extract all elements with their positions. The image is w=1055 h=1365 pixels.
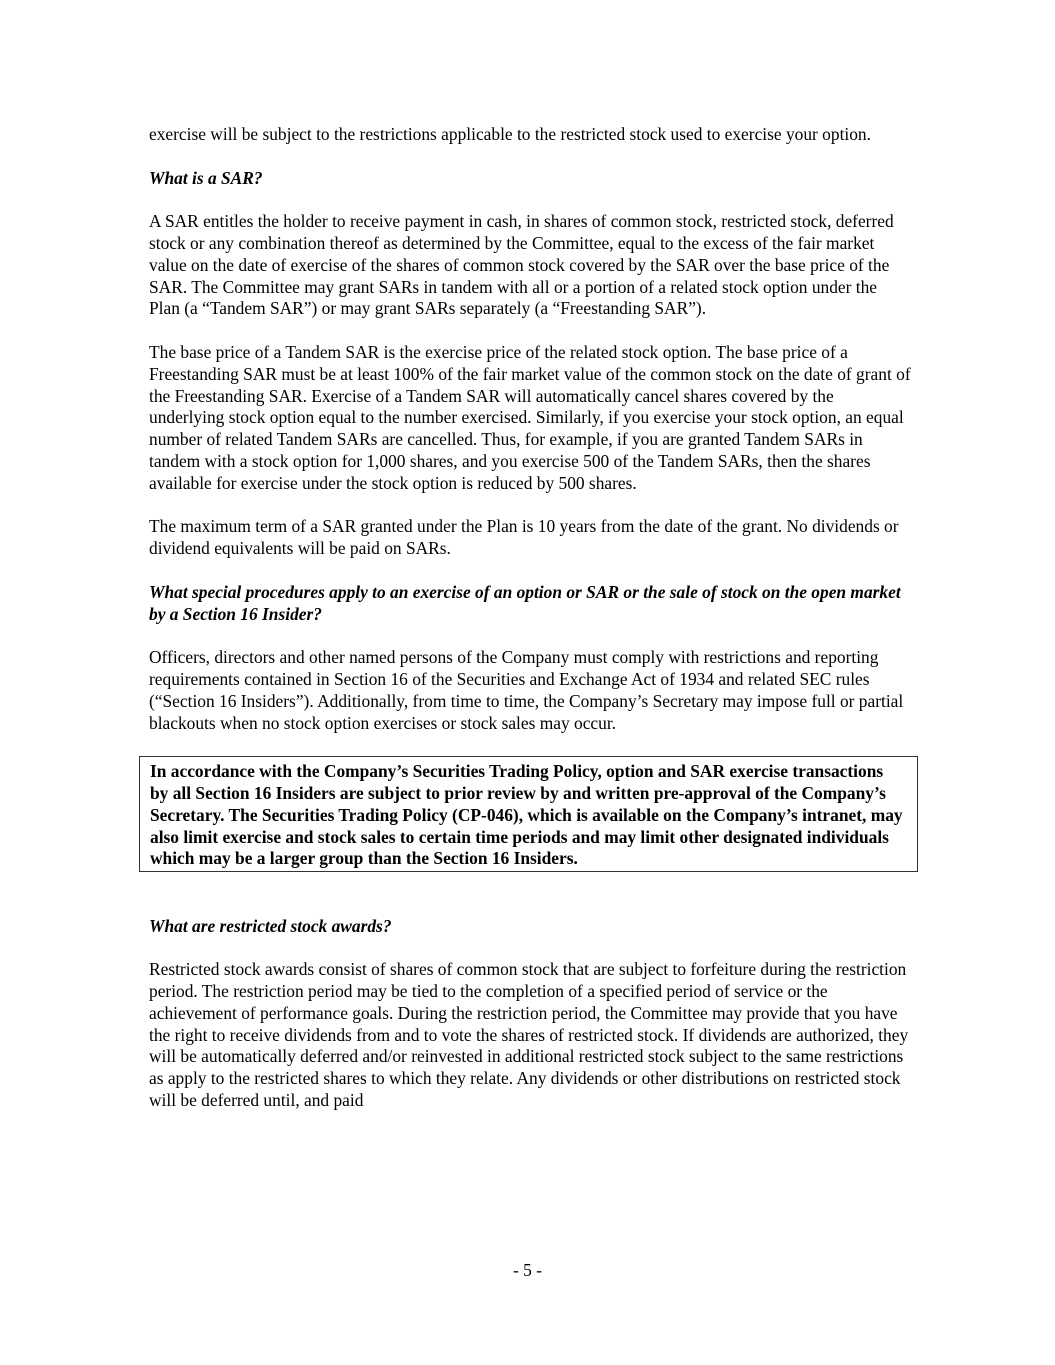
section-heading-restricted-stock: What are restricted stock awards? [149, 915, 392, 936]
page-number: - 5 - [513, 1260, 542, 1280]
trading-policy-notice-text: In accordance with the Company’s Securities Trading Policy, option and SAR exercise transactions by all Section 16 Insiders are subject to prior review by and written pre-approval of the Company’s Secretary. The Securities Trading Policy (CP-046), which is available on the Company’s intranet, may also limit exercise and stock sales to certain time periods and may limit other designated individuals which may be a larger group than the Section 16 Insiders. [150, 761, 903, 869]
section-16-insiders-paragraph: Officers, directors and other named persons of the Company must comply with restrictions and reporting requirements contained in Section 16 of the Securities and Exchange Act of 1934 and related SEC rules (“Section 16 Insiders”). Additionally, from time to time, the Company’s Secretary may impose full or partial blackouts when no stock option exercises or stock sales may occur. [149, 647, 904, 733]
sar-base-price-paragraph: The base price of a Tandem SAR is the exercise price of the related stock option. The base price of a Freestanding SAR must be at least 100% of the fair market value of the common stock on the date of grant of the Freestanding SAR. Exercise of a Tandem SAR will automatically cancel shares covered by the underlying stock option equal to the number exercised. Similarly, if you exercise your stock option, an equal number of related Tandem SARs are cancelled. Thus, for example, if you are granted Tandem SARs in tandem with a stock option for 1,000 shares, and you exercise 500 of the Tandem SARs, then the shares available for exercise under the stock option is reduced by 500 shares. [149, 341, 911, 493]
continued-paragraph: exercise will be subject to the restrictions applicable to the restricted stock used to exercise your option. [149, 124, 871, 144]
section-heading-what-is-sar: What is a SAR? [149, 167, 263, 188]
section-heading-section-16-procedures: What special procedures apply to an exercise of an option or SAR or the sale of stock on the open market by a Section 16 Insider? [149, 581, 901, 624]
document-body [149, 124, 911, 1134]
section-spacer [149, 894, 911, 916]
sar-term-paragraph: The maximum term of a SAR granted under the Plan is 10 years from the date of the grant. No dividends or dividend equivalents will be paid on SARs. [149, 516, 899, 559]
trading-policy-notice-box [139, 756, 918, 872]
restricted-stock-paragraph: Restricted stock awards consist of shares of common stock that are subject to forfeiture during the restriction period. The restriction period may be tied to the completion of a specified period of service or the achievement of performance goals. During the restriction period, the Committee may provide that you have the right to receive dividends from and to vote the shares of restricted stock. If dividends are authorized, they will be automatically deferred and/or reinvested in additional restricted stock subject to the same restrictions as apply to the restricted shares to which they relate. Any dividends or other distributions on restricted stock will be deferred until, and paid [149, 959, 909, 1111]
sar-definition-paragraph: A SAR entitles the holder to receive payment in cash, in shares of common stock, restricted stock, deferred stock or any combination thereof as determined by the Committee, equal to the excess of the fair market value on the date of exercise of the shares of common stock covered by the SAR over the base price of the SAR. The Committee may grant SARs in tandem with all or a portion of a related stock option under the Plan (a “Tandem SAR”) or may grant SARs separately (a “Freestanding SAR”). [149, 211, 894, 319]
